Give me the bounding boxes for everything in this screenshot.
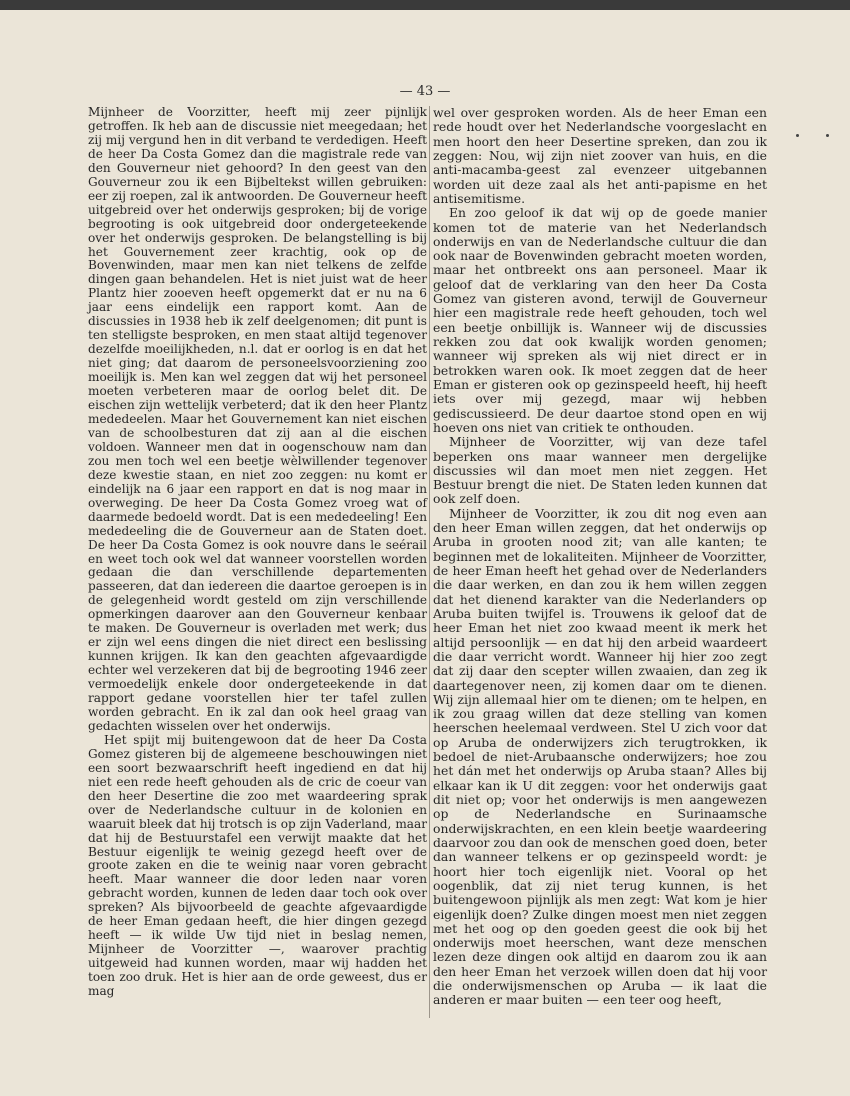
left-column xyxy=(88,106,427,999)
page-number: — 43 — xyxy=(399,84,451,99)
paragraph: En zoo geloof ik dat wij op de goede manier komen tot de materie van het Nederlandsch onderwijs en van de Nederlandsche cultuur die dan ook naar de Bovenwinden gebracht moeten worden, maar het ontbreekt ons aan personeel. Maar ik geloof dat de verklaring van den heer Da Costa Gomez van gisteren avond, terwijl de Gouverneur hier een magistrale rede heeft gehouden, toch wel een beetje onbillijk is. Wanneer wij de discussies rekken zou dat ook kwalijk worden genomen; wanneer wij spreken als wij niet direct er in betrokken waren ook. Ik moet zeggen dat de heer Eman er gisteren ook op gezinspeeld heeft, hij heeft iets over mij gezegd, maar wij hebben gediscussieerd. De deur daartoe stond open en wij hoeven ons niet van critiek te onthouden. xyxy=(433,205,767,435)
paragraph: Mijnheer de Voorzitter, ik zou dit nog even aan den heer Eman willen zeggen, dat het onderwijs op Aruba in grooten nood zit; van alle kanten; te beginnen met de lokaliteiten. Mijnheer de Voorzitter, de heer Eman heeft het gehad over de Nederlanders die daar werken, en dan zou ik hem willen zeggen dat het dienend karakter van die Nederlanders op Aruba buiten twijfel is. Trouwens ik geloof dat de heer Eman het niet zoo kwaad meent ik merk het altijd persoonlijk — en dat hij den arbeid waardeert die daar verricht wordt. Wanneer hij hier zoo zegt dat zij daar den scepter willen zwaaien, dan zeg ik daartegenover neen, zij komen daar om te dienen. Wij zijn allemaal hier om te dienen; om te helpen, en ik zou graag willen dat deze stelling van komen heerschen heelemaal verdween. Stel U zich voor dat op Aruba de onderwijzers zich terugtrokken, ik bedoel de niet-Arubaansche onderwijzers; hoe zou het dán met het onderwijs op Aruba staan? Alles bij elkaar kan ik U dit zeggen: voor het onderwijs gaat dit niet op; voor het onderwijs is men aangewezen op de Nederlandsche en Surinaamsche onderwijskrachten, en een klein beetje waardeering daarvoor zou dan ook de menschen goed doen, beter dan wanneer telkens er op gezinspeeld wordt: je hoort hier toch eigenlijk niet. Vooral op het oogenblik, dat zij niet terug kunnen, is het buitengewoon pijnlijk als men zegt: Wat kom je hier eigenlijk doen? Zulke dingen moest men niet zeggen met het oog op den goeden geest die ook bij het onderwijs moet heerschen, want deze menschen lezen deze dingen ook altijd en daarom zou ik aan den heer Eman het verzoek willen doen dat hij voor die onderwijsmenschen op Aruba — ik laat die anderen er maar buiten — een teer oog heeft, xyxy=(433,505,767,1008)
column-divider xyxy=(429,106,430,1018)
paragraph: Mijnheer de Voorzitter, heeft mij zeer pijnlijk getroffen. Ik heb aan de discussie niet meegedaan; het zij mij vergund hen in dit verband te verdedigen. Heeft de heer Da Costa Gomez dan die magistrale rede van den Gouverneur niet gehoord? In den geest van den Gouverneur zou ik een Bijbeltekst willen gebruiken: eer zij roepen, zal ik antwoorden. De Gouverneur heeft uitgebreid over het onderwijs gesproken; bij de vorige begrooting is ook uitgebreid door ondergeteekende over het onderwijs gesproken. De belangstelling is bij het Gouvernement zeer krachtig, ook op de Bovenwinden, maar men kan niet telkens de zelfde dingen gaan behandelen. Het is niet juist wat de heer Plantz hier zooeven heeft opgemerkt dat er nu na 6 jaar eens eindelijk een rapport komt. Aan de discussies in 1938 heb ik zelf deelgenomen; dit punt is ten stelligste besproken, en men staat altijd tegenover dezelfde moeilijkheden, n.l. dat er oorlog is en dat het niet ging; dat daarom de personeelsvoorziening zoo moeilijk is. Men kan wel zeggen dat wij het personeel moeten verbeteren maar de oorlog belet dit. De eischen zijn wettelijk verbeterd; dat ik den heer Plantz mededeelen. Maar het Gouvernement kan niet eischen van de schoolbesturen dat zij aan al die eischen voldoen. Wanneer men dat in oogenschouw nam dan zou men toch wel een beetje wèlwillender tegenover deze kwestie staan, en niet zoo zeggen: nu komt er eindelijk na 6 jaar een rapport en dat is nog maar in overweging. De heer Da Costa Gomez vroeg wat of daarmede bedoeld wordt. Dat is een mededeeling! Een mededeeling die de Gouverneur aan de Staten doet. De heer Da Costa Gomez is ook nouvre dans le seérail en weet toch ook wel dat wanneer voorstellen worden gedaan die dan verschillende departementen passeeren, dat dan iedereen die daartoe geroepen is in de gelegenheid wordt gesteld om zijn verschillende opmerkingen daarover aan den Gouverneur kenbaar te maken. De Gouverneur is overladen met werk; dus er zijn wel eens dingen die niet direct een beslissing kunnen krijgen. Ik kan den geachten afgevaardigde echter wel verzekeren dat bij de begrooting 1946 zeer vermoedelijk enkele door ondergeteekende in dat rapport gedane voorstellen hier ter tafel zullen worden gebracht. En ik zal dan ook heel graag van gedachten wisselen over het onderwijs. xyxy=(88,105,427,733)
scan-speck xyxy=(826,134,829,137)
paragraph: Mijnheer de Voorzitter, wij van deze tafel beperken ons maar wanneer men dergelijke discussies wil dan moet men niet zeggen. Het Bestuur brengt die niet. De Staten leden kunnen dat ook zelf doen. xyxy=(433,434,767,507)
right-column xyxy=(433,106,767,1008)
paragraph: wel over gesproken worden. Als de heer Eman een rede houdt over het Nederlandsche voorgeslacht en men hoort den heer Desertine spreken, dan zou ik zeggen: Nou, wij zijn niet zoover van huis, en die anti-macamba-geest zal evenzeer uitgebannen worden uit deze zaal als het anti-papisme en het antisemitisme. xyxy=(433,105,767,206)
scan-border xyxy=(0,0,850,10)
scan-speck xyxy=(796,134,799,137)
paragraph: Het spijt mij buitengewoon dat de heer Da Costa Gomez gisteren bij de algemeene beschouwingen niet een soort bezwaarschrift heeft ingediend en dat hij niet een rede heeft gehouden als de cric de coeur van den heer Desertine die zoo met waardeering sprak over de Nederlandsche cultuur in de kolonien en waaruit bleek dat hij trotsch is op zijn Vaderland, maar dat hij de Bestuurstafel een verwijt maakte dat het Bestuur eigenlijk te weinig gezegd heeft over de groote zaken en die te weinig naar voren gebracht heeft. Maar wanneer die door leden naar voren gebracht worden, kunnen de leden daar toch ook over spreken? Als bijvoorbeeld de geachte afgevaardigde de heer Eman gedaan heeft, die hier dingen gezegd heeft — ik wilde Uw tijd niet in beslag nemen, Mijnheer de Voorzitter —, waarover prachtig uitgeweid had kunnen worden, maar wij hadden het toen zoo druk. Het is hier aan de orde geweest, dus er mag xyxy=(88,732,427,999)
